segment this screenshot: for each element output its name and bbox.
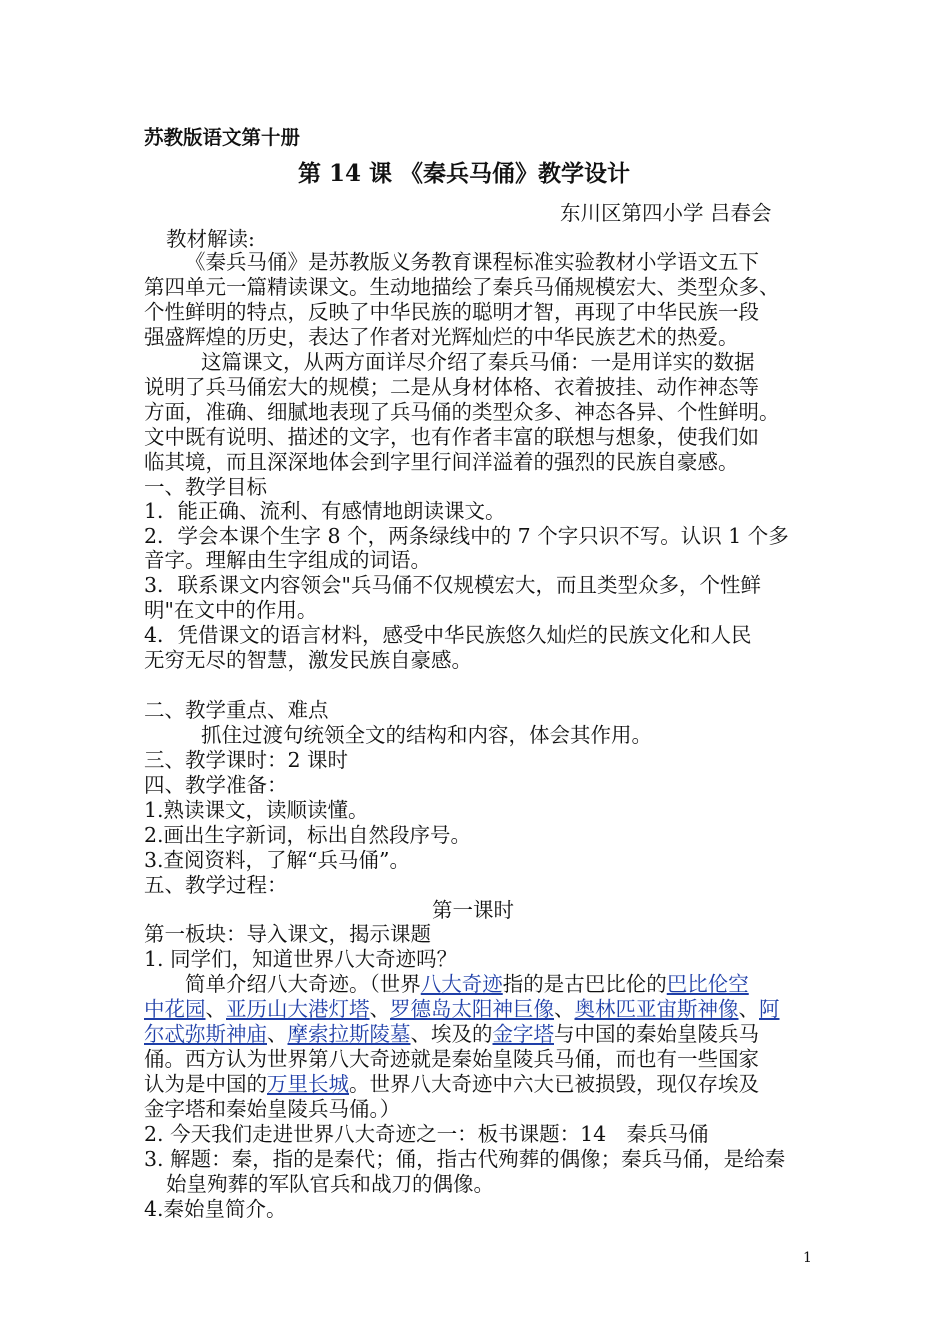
series-label: 苏教版语文第十册 bbox=[144, 126, 301, 149]
goal-line: 3．联系课文内容领会"兵马俑不仅规模宏大，而且类型众多，个性鲜 bbox=[144, 573, 761, 597]
text-span: 、埃及的 bbox=[410, 1022, 493, 1046]
section-heading: 二、教学重点、难点 bbox=[144, 698, 329, 722]
text-span: 。世界八大奇迹中六大已被损毁，现仅存埃及 bbox=[349, 1072, 759, 1096]
lesson-heading: 第一课时 bbox=[432, 898, 514, 922]
author-line: 东川区第四小学 吕春会 bbox=[560, 201, 772, 225]
text-span: 与中国的秦始皇陵兵马 bbox=[554, 1022, 759, 1046]
wonders-line bbox=[144, 1071, 759, 1097]
goal-line: 无穷无尽的智慧，激发民族自豪感。 bbox=[144, 648, 472, 672]
question-line: 1. 同学们，知道世界八大奇迹吗？ bbox=[144, 947, 458, 971]
question-line: 3. 解题：秦，指的是秦代；俑，指古代殉葬的偶像；秦兵马俑，是给秦 bbox=[144, 1147, 786, 1171]
paragraph-line: 这篇课文，从两方面详尽介绍了秦兵马俑：一是用详实的数据 bbox=[201, 350, 755, 374]
wonders-link[interactable]: 八大奇迹 bbox=[420, 972, 503, 996]
page-number: 1 bbox=[803, 1250, 812, 1266]
mausoleum-link[interactable]: 摩索拉斯陵墓 bbox=[287, 1022, 411, 1046]
question-line: 2. 今天我们走进世界八大奇迹之一：板书课题：14 秦兵马俑 bbox=[144, 1122, 709, 1146]
question-line: 始皇殉葬的军队官兵和战刀的偶像。 bbox=[166, 1172, 494, 1196]
lesson-title: 第 14 课 《秦兵马俑》教学设计 bbox=[298, 160, 631, 187]
wonders-line: 俑。西方认为世界第八大奇迹就是秦始皇陵兵马俑，而也有一些国家 bbox=[144, 1047, 759, 1071]
section-heading: 一、教学目标 bbox=[144, 475, 267, 499]
goal-line: 1．能正确、流利、有感情地朗读课文。 bbox=[144, 499, 506, 523]
wonders-line bbox=[185, 971, 749, 997]
text-span: 、 bbox=[205, 997, 226, 1021]
colossus-link[interactable]: 罗德岛太阳神巨像 bbox=[390, 997, 554, 1021]
goal-line: 4．凭借课文的语言材料，感受中华民族悠久灿烂的民族文化和人民 bbox=[144, 623, 752, 647]
wonders-line bbox=[144, 1021, 759, 1047]
paragraph-line: 临其境，而且深深地体会到字里行间洋溢着的强烈的民族自豪感。 bbox=[144, 450, 739, 474]
material-heading: 教材解读: bbox=[166, 227, 255, 251]
lighthouse-link[interactable]: 亚历山大港灯塔 bbox=[226, 997, 370, 1021]
section-heading: 四、教学准备： bbox=[144, 773, 288, 797]
goal-line: 2．学会本课个生字 8 个，两条绿线中的 7 个字只识不写。认识 1 个多 bbox=[144, 524, 789, 548]
goal-line: 明"在文中的作用。 bbox=[144, 598, 318, 622]
text-span: 指的是古巴比伦的 bbox=[502, 972, 667, 996]
text-span: 、 bbox=[267, 1022, 288, 1046]
prep-line: 3.查阅资料，了解“兵马俑”。 bbox=[144, 848, 411, 872]
paragraph-line: 方面，准确、细腻地表现了兵马俑的类型众多、神态各异、个性鲜明。 bbox=[144, 400, 780, 424]
paragraph-line: 说明了兵马俑宏大的规模；二是从身材体格、衣着披挂、动作神态等 bbox=[144, 375, 759, 399]
artemis-temple-link[interactable]: 尔忒弥斯神庙 bbox=[144, 1022, 267, 1046]
great-wall-link[interactable]: 万里长城 bbox=[267, 1072, 349, 1096]
paragraph-line: 《秦兵马俑》是苏教版义务教育课程标准实验教材小学语文五下 bbox=[185, 250, 759, 274]
babylon-link[interactable]: 巴比伦空 bbox=[666, 972, 749, 996]
prep-line: 1.熟读课文，读顺读懂。 bbox=[144, 798, 369, 822]
text-span: 、 bbox=[738, 997, 759, 1021]
key-point-text: 抓住过渡句统领全文的结构和内容，体会其作用。 bbox=[201, 723, 652, 747]
paragraph-line: 强盛辉煌的历史，表达了作者对光辉灿烂的中华民族艺术的热爱。 bbox=[144, 325, 739, 349]
babylon-link[interactable]: 中花园 bbox=[144, 997, 206, 1021]
wonders-line bbox=[144, 996, 780, 1022]
paragraph-line: 文中既有说明、描述的文字，也有作者丰富的联想与想象，使我们如 bbox=[144, 425, 759, 449]
wonders-line: 金字塔和秦始皇陵兵马俑。） bbox=[144, 1097, 401, 1121]
text-span: 、 bbox=[554, 997, 575, 1021]
pyramid-link[interactable]: 金字塔 bbox=[492, 1022, 554, 1046]
prep-line: 2.画出生字新词，标出自然段序号。 bbox=[144, 823, 472, 847]
text-span: 简单介绍八大奇迹。（世界 bbox=[185, 972, 421, 996]
question-line: 4.秦始皇简介。 bbox=[144, 1197, 287, 1221]
block-heading: 第一板块：导入课文，揭示课题 bbox=[144, 922, 431, 946]
zeus-statue-link[interactable]: 奥林匹亚宙斯神像 bbox=[574, 997, 739, 1021]
paragraph-line: 第四单元一篇精读课文。生动地描绘了秦兵马俑规模宏大、类型众多、 bbox=[144, 275, 780, 299]
text-span: 认为是中国的 bbox=[144, 1072, 267, 1096]
artemis-temple-link[interactable]: 阿 bbox=[759, 997, 780, 1021]
text-span: 、 bbox=[369, 997, 390, 1021]
section-heading: 五、教学过程： bbox=[144, 873, 288, 897]
section-heading: 三、教学课时：2 课时 bbox=[144, 748, 349, 772]
paragraph-line: 个性鲜明的特点，反映了中华民族的聪明才智，再现了中华民族一段 bbox=[144, 300, 759, 324]
goal-line: 音字。理解由生字组成的词语。 bbox=[144, 548, 431, 572]
